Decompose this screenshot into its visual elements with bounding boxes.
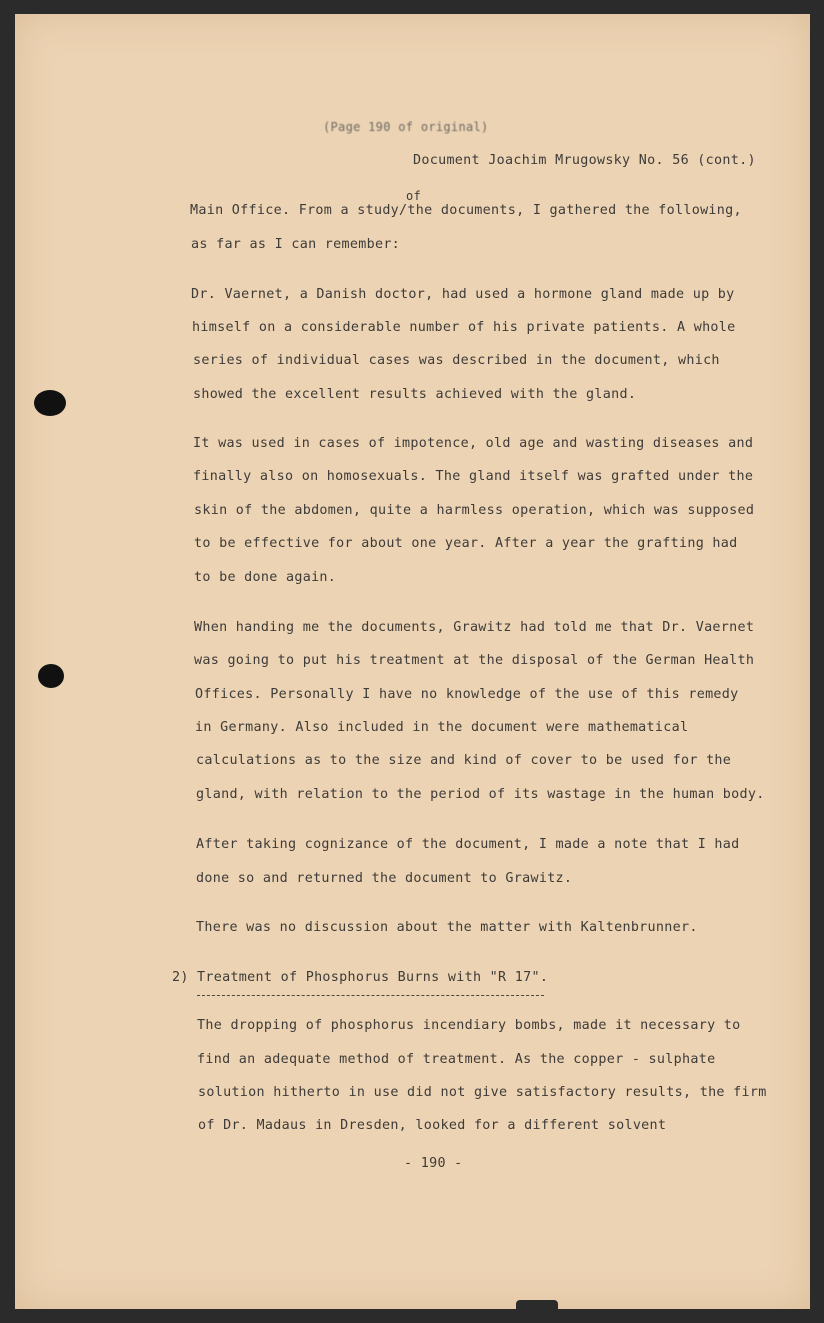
body-line: gland, with relation to the period of its wastage in the human body. bbox=[196, 787, 765, 802]
section-line: find an adequate method of treatment. As the copper - sulphate bbox=[197, 1052, 716, 1067]
body-line: skin of the abdomen, quite a harmless operation, which was supposed bbox=[194, 503, 755, 518]
body-line: When handing me the documents, Grawitz had told me that Dr. Vaernet bbox=[194, 620, 755, 635]
section-line: solution hitherto in use did not give satisfactory results, the firm bbox=[198, 1085, 767, 1100]
section-number: 2) bbox=[172, 970, 189, 985]
body-line: series of individual cases was described in the document, which bbox=[193, 353, 720, 368]
section-line: of Dr. Madaus in Dresden, looked for a different solvent bbox=[198, 1118, 667, 1133]
body-line: Main Office. From a study/the documents, I gathered the following, bbox=[190, 203, 742, 218]
punch-hole-bottom bbox=[38, 664, 64, 688]
insertion-mark: of bbox=[406, 189, 422, 203]
body-line: finally also on homosexuals. The gland itself was grafted under the bbox=[193, 469, 754, 484]
body-line: After taking cognizance of the document, I made a note that I had bbox=[196, 837, 740, 852]
body-line: There was no discussion about the matter with Kaltenbrunner. bbox=[196, 920, 698, 935]
page-stamp: (Page 190 of original) bbox=[323, 120, 489, 134]
body-line: calculations as to the size and kind of cover to be used for the bbox=[196, 753, 732, 768]
body-line: to be effective for about one year. After a year the grafting had bbox=[194, 536, 738, 551]
body-line: showed the excellent results achieved with the gland. bbox=[193, 387, 637, 402]
body-line: to be done again. bbox=[194, 570, 337, 585]
body-line: in Germany. Also included in the document were mathematical bbox=[195, 720, 689, 735]
body-line: Dr. Vaernet, a Danish doctor, had used a hormone gland made up by bbox=[191, 287, 735, 302]
body-line: Offices. Personally I have no knowledge of the use of this remedy bbox=[195, 687, 739, 702]
document-reference: Document Joachim Mrugowsky No. 56 (cont.) bbox=[413, 153, 756, 168]
body-line: himself on a considerable number of his private patients. A whole bbox=[192, 320, 736, 335]
bottom-edge-tear bbox=[516, 1300, 558, 1310]
section-heading: Treatment of Phosphorus Burns with "R 17". bbox=[197, 970, 549, 985]
punch-hole-top bbox=[34, 390, 66, 416]
page-number: - 190 - bbox=[404, 1156, 463, 1171]
section-line: The dropping of phosphorus incendiary bombs, made it necessary to bbox=[197, 1018, 741, 1033]
body-line: was going to put his treatment at the disposal of the German Health bbox=[194, 653, 755, 668]
section-heading-underline bbox=[197, 995, 544, 996]
body-line: as far as I can remember: bbox=[191, 237, 401, 252]
body-line: It was used in cases of impotence, old age and wasting diseases and bbox=[193, 436, 754, 451]
body-line: done so and returned the document to Grawitz. bbox=[196, 871, 573, 886]
